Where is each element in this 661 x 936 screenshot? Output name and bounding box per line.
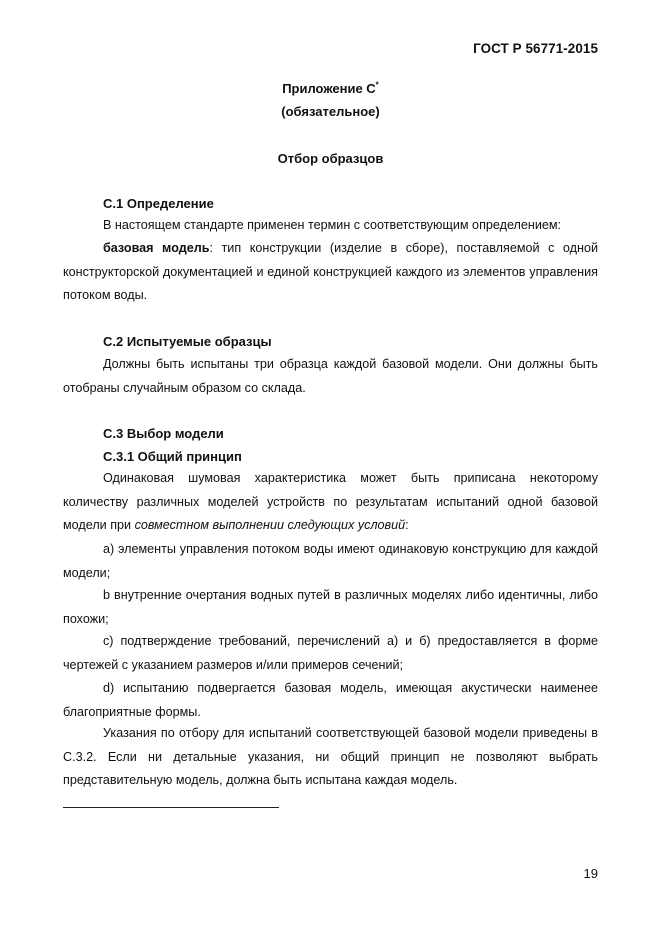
- section-c1-definition: [63, 237, 598, 308]
- document-header: ГОСТ Р 56771-2015: [473, 41, 598, 56]
- definition-text: : тип конструкции (изделие в сборе), поставляемой с одной конструкторской документацией и единой конструкцией каждого из элементов управления потоком воды.: [63, 241, 598, 302]
- list-item-b: b внутренние очертания водных путей в различных моделях либо идентичны, либо похожи;: [63, 588, 598, 626]
- intro-text: Одинаковая шумовая характеристика может быть приписана некоторому количеству различных моделей устройств по результатам испытаний одной базовой модели при: [63, 471, 598, 532]
- appendix-status: (обязательное): [281, 104, 380, 119]
- appendix-title-text: Приложение С: [282, 81, 376, 96]
- section-c1-paragraph: В настоящем стандарте применен термин с соответствующим определением:: [103, 218, 562, 232]
- list-item-d: d) испытанию подвергается базовая модель, имеющая акустически наименее благоприятные формы.: [63, 681, 598, 719]
- list-item-c: с) подтверждение требований, перечислений а) и б) предоставляется в форме чертежей с указанием размеров и/или примеров сечений;: [63, 634, 598, 672]
- section-c2-paragraph: Должны быть испытаны три образца каждой базовой модели. Они должны быть отобраны случайным образом со склада.: [63, 357, 598, 395]
- section-c3-heading: С.3 Выбор модели: [103, 426, 224, 441]
- section-c31-heading: С.3.1 Общий принцип: [103, 449, 242, 464]
- section-c31-closing: Указания по отбору для испытаний соответствующей базовой модели приведены в С.3.2. Если ни детальные указания, ни общий принцип не позволяют выбрать представительную модель, должна быть испытана каждая модель.: [63, 726, 598, 787]
- appendix-subject: Отбор образцов: [277, 151, 384, 166]
- section-c1-heading: С.1 Определение: [103, 196, 214, 211]
- list-item-a: а) элементы управления потоком воды имеют одинаковую конструкцию для каждой модели;: [63, 542, 598, 580]
- defined-term: базовая модель: [103, 241, 210, 255]
- section-c2-heading: С.2 Испытуемые образцы: [103, 334, 272, 349]
- section-c31-intro: [63, 467, 598, 538]
- appendix-title: [0, 81, 661, 96]
- intro-italic: совместном выполнении следующих условий: [134, 518, 406, 532]
- footnote-separator: [63, 807, 279, 808]
- intro-end: :: [405, 518, 409, 532]
- footnote-mark: *: [375, 80, 379, 90]
- page-number: 19: [583, 866, 598, 881]
